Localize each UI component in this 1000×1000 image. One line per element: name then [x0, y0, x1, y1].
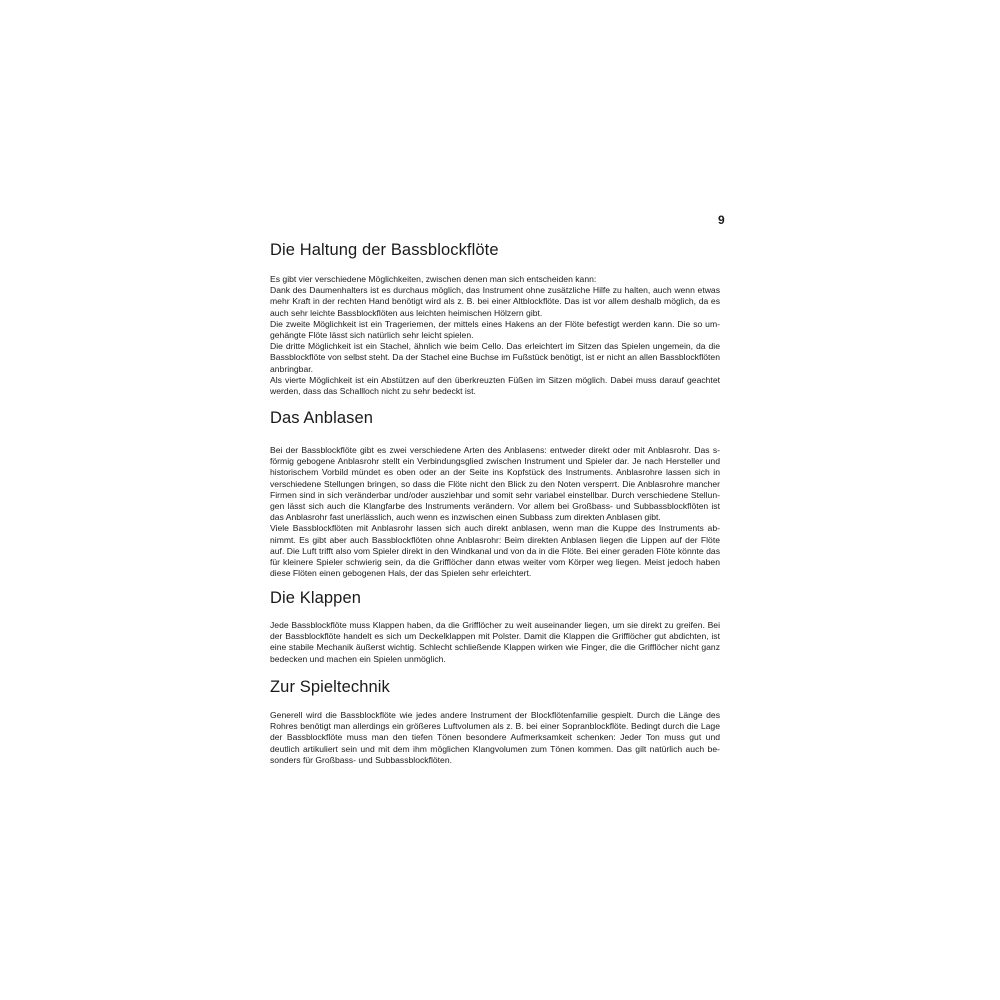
section-body: Jede Bassblockflöte muss Klappen haben, da die Grifflöcher zu weit auseinander liegen, um sie direkt zu greifen. Bei der Bassblockflöte handelt es sich um Deckelklappen mit Polster. Damit die Klappen die Grifflöcher gut abdichten, ist eine stabile Mechanik äußerst wichtig. Schlecht schließende Klappen wirken wie Finger, die die Grifflöcher nicht ganz bedecken und machen ein Spielen unmöglich.: [270, 620, 720, 664]
section-heading: Die Haltung der Bassblockflöte: [270, 241, 499, 259]
section-body: Generell wird die Bassblockflöte wie jedes andere Instrument der Blockflötenfamilie gespielt. Durch die Länge des Rohres benötigt man allerdings ein größeres Luftvolumen als z. B. bei einer Sopranblockflöte. Bedingt durch die Lage der Bassblockflöte muss man den tiefen Tönen besondere Aufmerksamkeit schenken: Jeder Ton muss gut und deutlich artikuliert sein und mit dem ihm möglichen Klangvolumen zum Tönen kommen. Das gilt natürlich auch besonders für Großbass- und Subbassblockflöten.: [270, 710, 720, 765]
section-anblasen: [270, 408, 720, 579]
section-haltung: [270, 240, 720, 397]
page-number: 9: [718, 213, 725, 227]
section-spieltechnik: [270, 677, 720, 766]
section-heading: Die Klappen: [270, 589, 361, 607]
section-heading: Das Anblasen: [270, 409, 374, 427]
section-body: Es gibt vier verschiedene Möglichkeiten, zwischen denen man sich entscheiden kann: Dank des Daumenhalters ist es durchaus möglich, das Instrument ohne zusätzliche Hilfe zu halten, auch wenn etwas mehr Kraft in der rechten Hand benötigt wird als z. B. bei einer Altblockflöte. Das ist vor allem deshalb möglich, da es auch sehr leichte Bassblockflöten aus leichten heimischen Hölzern gibt. Die zweite Möglichkeit ist ein Trageriemen, der mittels eines Hakens an der Flöte befestigt werden kann. Die so umgehängte Flöte lässt sich natürlich sehr leicht spielen. Die dritte Möglichkeit ist ein Stachel, ähnlich wie beim Cello. Das erleichtert im Sitzen das Spielen ungemein, da die Bassblockflöte von selbst steht. Da der Stachel eine Buchse im Fußstück benötigt, ist er nicht an allen Bassblockflöten anbringbar. Als vierte Möglichkeit ist ein Abstützen auf den überkreuzten Füßen im Sitzen möglich. Dabei muss darauf geachtet werden, dass das Schallloch nicht zu sehr bedeckt ist.: [270, 274, 720, 397]
section-body: Bei der Bassblockflöte gibt es zwei verschiedene Arten des Anblasens: entweder direkt oder mit Anblasrohr. Das s-förmig gebogene Anblasrohr stellt ein Verbindungsglied zwischen Instrument und Spieler dar. Je nach Hersteller und historischem Vorbild mündet es oben oder an der Seite ins Kopfstück des Instruments. Anblasrohre lassen sich in verschiedene Stellungen bringen, so dass die Flöte nicht den Blick zu den Noten versperrt. Die Anblasrohre mancher Firmen sind in sich veränderbar und/oder ausziehbar und somit sehr variabel einstellbar. Durch verschiedene Stellungen lässt sich auch die Klangfarbe des Instruments verändern. Vor allem bei Großbass- und Subbassblockflöten ist das Anblasrohr fast unerlässlich, auch wenn es inzwischen einen Subbass zum direkten Anblasen gibt. Viele Bassblockflöten mit Anblasrohr lassen sich auch direkt anblasen, wenn man die Kuppe des Instruments abnimmt. Es gibt aber auch Bassblockflöten ohne Anblasrohr: Beim direkten Anblasen liegen die Lippen auf der Flöte auf. Die Luft trifft also vom Spieler direkt in den Windkanal und von da in die Flöte. Bei einer geraden Flöte könnte das für kleinere Spieler schwierig sein, da die Grifflöcher dann etwas weiter vom Körper weg liegen. Meist jedoch haben diese Flöten einen gebogenen Hals, der das Spielen sehr erleichtert.: [270, 445, 720, 579]
section-heading: Zur Spieltechnik: [270, 678, 390, 696]
section-klappen: [270, 588, 720, 665]
